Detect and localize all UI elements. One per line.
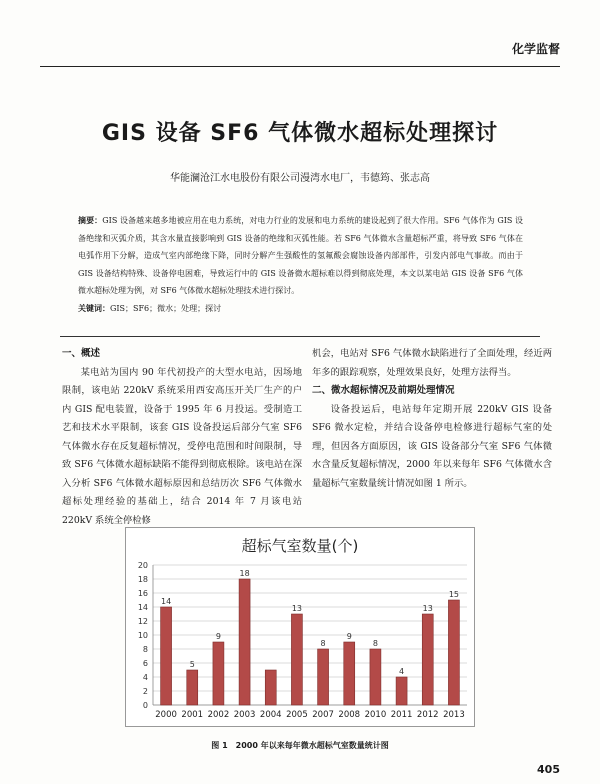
x-tick-label: 2010 xyxy=(364,710,387,720)
bar-2005 xyxy=(291,614,302,705)
abstract-rule xyxy=(60,336,540,337)
x-tick-label: 2004 xyxy=(259,710,282,720)
bar-2001 xyxy=(187,670,198,705)
y-tick-label: 0 xyxy=(142,701,148,710)
authors: 华能澜沧江水电股份有限公司漫湾水电厂，韦德筠、张志高 xyxy=(170,173,430,184)
bar-2007 xyxy=(318,649,329,705)
section-tag: 化学监督 xyxy=(511,42,560,56)
y-tick-label: 18 xyxy=(137,575,148,584)
x-tick-label: 2011 xyxy=(390,710,413,720)
y-tick-label: 12 xyxy=(137,617,148,626)
y-tick-label: 14 xyxy=(137,603,148,612)
data-label-2000: 14 xyxy=(160,597,172,606)
data-label-2012: 13 xyxy=(422,604,433,613)
data-label-2001: 5 xyxy=(189,660,195,669)
x-tick-label: 2012 xyxy=(416,710,439,720)
data-label-2007: 8 xyxy=(320,639,326,648)
section-2-paragraph: 设备投运后，电站每年定期开展 220kV GIS 设备 SF6 微水定检，并结合设备停电检修进行超标气室的处理，但因各方面原因，该 GIS 设备部分气室 SF6 气体微水含量反复超标情况，2000 年以来每年 SF6 气体微水含量超标气室数量统计情况如图 1 所示。 xyxy=(312,403,552,489)
x-tick-label: 2000 xyxy=(155,710,177,720)
abstract-text: GIS 设备越来越多地被应用在电力系统，对电力行业的发展和电力系统的建设起到了很大作用。SF6 气体作为 GIS 设备绝缘和灭弧介质，其含水量直接影响到 GIS 设备的绝缘和灭弧性能。若 SF6 气体微水含量超标严重，将导致 SF6 气体在电弧作用下分解，造成气室内部绝缘下降，同时分解产生强酸性的氢氟酸会腐蚀设备内部部件，引发内部电气事故。而由于 GIS 设备结构特殊、设备停电困难，导致运行中的 GIS 设备微水超标难以得到彻底处理，本文以某电站 GIS 设备 SF6 气体微水超标处理为例，对 SF6 气体微水超标处理技术进行探讨。 xyxy=(78,216,523,295)
y-tick-label: 16 xyxy=(137,589,148,598)
data-label-2008: 9 xyxy=(346,632,352,641)
data-label-2003: 18 xyxy=(239,569,250,578)
section-1-continuation: 机会，电站对 SF6 气体微水缺陷进行了全面处理，经近两年多的跟踪观察，处理效果良好，处理方法得当。 xyxy=(312,348,552,378)
y-tick-label: 8 xyxy=(142,645,148,654)
abstract-label: 摘要： xyxy=(78,216,103,225)
section-1-heading: 一、概述 xyxy=(62,348,101,359)
left-column xyxy=(62,345,302,530)
bar-2004 xyxy=(265,670,276,705)
y-tick-label: 20 xyxy=(137,561,148,570)
bar-2008 xyxy=(344,642,355,705)
bar-2010 xyxy=(370,649,381,705)
y-tick-label: 6 xyxy=(142,659,148,668)
bar-2000 xyxy=(161,607,172,705)
bar-2002 xyxy=(213,642,224,705)
data-label-2011: 4 xyxy=(399,667,405,676)
x-tick-label: 2003 xyxy=(233,710,256,720)
paper-title: GIS 设备 SF6 气体微水超标处理探讨 xyxy=(101,121,499,146)
section-1-paragraph: 某电站为国内 90 年代初投产的大型水电站，因场地限制，该电站 220kV 系统采用西安高压开关厂生产的户内 GIS 配电装置，设备于 1995 年 6 月投运。受制造工艺和技术水平限制，该套 GIS 设备投运后部分气室 SF6 气体微水存在反复超标情况，受停电范围和时间限制，导致 SF6 气体微水超标缺陷不能得到彻底根除。该电站在深入分析 SF6 气体微水超标原因和总结历次 SF6 气体微水超标处理经验的基础上，结合 2014 年 7 月该电站 220kV 系统全停检修 xyxy=(62,366,302,526)
bar-2013 xyxy=(448,600,459,705)
bar-2003 xyxy=(239,579,250,705)
data-label-2010: 8 xyxy=(372,639,378,648)
bar-2011 xyxy=(396,677,407,705)
bar-chart xyxy=(125,527,475,727)
y-tick-label: 10 xyxy=(137,631,148,640)
bar-2012 xyxy=(422,614,433,705)
x-tick-label: 2002 xyxy=(207,710,230,720)
x-tick-label: 2005 xyxy=(286,710,308,720)
section-2-heading: 二、微水超标情况及前期处理情况 xyxy=(312,385,455,396)
abstract xyxy=(78,212,523,317)
figure-caption: 图 1 2000 年以来每年微水超标气室数量统计图 xyxy=(211,741,389,750)
chart-title: 超标气室数量(个) xyxy=(241,537,359,555)
x-tick-label: 2013 xyxy=(443,710,465,720)
keywords-label: 关键词： xyxy=(78,303,110,313)
x-tick-label: 2001 xyxy=(181,710,204,720)
x-tick-label: 2007 xyxy=(312,710,334,720)
page-number: 405 xyxy=(537,763,560,776)
header-rule xyxy=(40,66,560,67)
data-label-2013: 15 xyxy=(448,590,460,599)
keywords: GIS；SF6；微水；处理；探讨 xyxy=(110,303,222,313)
data-label-2005: 13 xyxy=(291,604,303,613)
x-tick-label: 2008 xyxy=(338,710,361,720)
y-tick-label: 4 xyxy=(142,673,148,682)
right-column xyxy=(312,345,552,493)
y-tick-label: 2 xyxy=(142,687,148,696)
data-label-2002: 9 xyxy=(215,632,221,641)
